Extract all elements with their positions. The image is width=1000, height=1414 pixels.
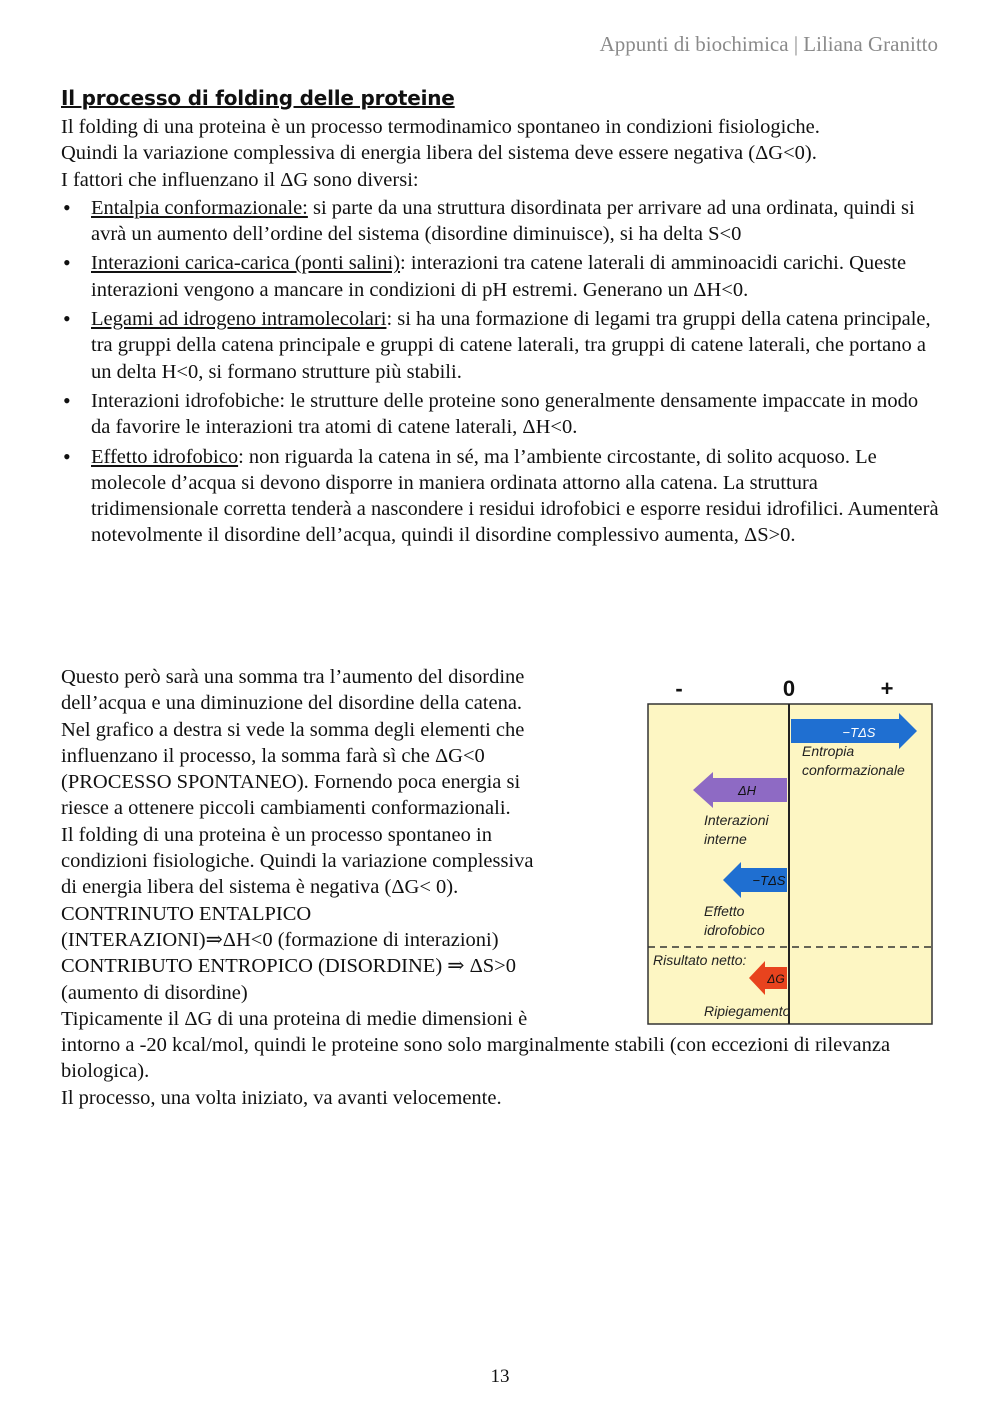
internal-label: Interazioni: [704, 812, 769, 828]
axis-plus-label: +: [880, 676, 894, 701]
axis-minus-label: -: [675, 676, 683, 701]
page-number: 13: [490, 1366, 510, 1387]
lower-line: (INTERAZIONI)⇒ΔH<0 (formazione di interazioni): [61, 928, 499, 951]
factor-text: : si ha una formazione di legami tra gruppi della catena principale, tra gruppi della catena principale e gruppi di catene laterali, tra gruppi di catene laterali, che portano a un delta H<0, si formano strutture più stabili.: [91, 308, 931, 383]
net-result-label: Risultato netto:: [653, 952, 747, 968]
factor-term: Legami ad idrogeno intramolecolari: [91, 308, 387, 331]
entropy-label: Entropia: [802, 743, 855, 759]
factor-item: [91, 306, 941, 385]
lower-line: CONTRINUTO ENTALPICO: [61, 902, 312, 925]
intro-block: [61, 114, 941, 552]
lower-line: CONTRIBUTO ENTROPICO (DISORDINE) ⇒ ΔS>0: [61, 955, 516, 978]
factor-term: Interazioni carica-carica (ponti salini): [91, 252, 401, 275]
factor-term: Entalpia conformazionale:: [91, 196, 308, 219]
internal-label: interne: [704, 831, 747, 847]
lower-line: (aumento di disordine): [61, 981, 248, 1004]
factor-item: [91, 195, 941, 248]
energy-diagram-svg: [645, 672, 935, 1028]
intro-line: Quindi la variazione complessiva di energia libera del sistema deve essere negativa (ΔG<0).: [61, 142, 817, 165]
lower-line: Nel grafico a destra si vede la somma degli elementi che: [61, 718, 525, 741]
lower-line: influenzano il processo, la somma farà sì che ΔG<0: [61, 744, 485, 767]
factor-text: si parte da una struttura disordinata per arrivare ad una ordinata, quindi si avrà un aumento dell’ordine del sistema (disordine diminuisce), si ha delta S<0: [91, 196, 915, 246]
lower-line: (PROCESSO SPONTANEO). Fornendo poca energia si: [61, 771, 521, 794]
lower-line: Tipicamente il ΔG di una proteina di medie dimensioni è: [61, 1007, 528, 1030]
section-title: Il processo di folding delle proteine: [61, 86, 455, 110]
hydrophobic-label: Effetto: [704, 903, 745, 919]
factor-item: [91, 444, 941, 549]
lower-line: condizioni fisiologiche. Quindi la variazione complessiva: [61, 850, 534, 873]
intro-line: Il folding di una proteina è un processo termodinamico spontaneo in condizioni fisiologiche.: [61, 116, 820, 138]
factor-text: : non riguarda la catena in sé, ma l’ambiente circostante, di solito acquoso. Le molecole d’acqua si devono disporre in maniera ordinata attorno alla catena. La struttura tridimensionale corretta tenderà a nascondere i residui idrofobici e esporre residui idrofilici. Aumenterà notevolmente il disordine dell’acqua, quindi il disordine complessivo aumenta, ΔS>0.: [91, 445, 939, 547]
closing-line: intorno a -20 kcal/mol, quindi le proteine sono solo marginalmente stabili (con eccezioni di rilevanza biologica).: [61, 1034, 891, 1083]
lower-line: dell’acqua e una diminuzione del disordine della catena.: [61, 692, 523, 715]
factor-text: : interazioni tra catene laterali di amminoacidi carichi. Queste interazioni vengono a mancare in condizioni di pH estremi. Generano un ΔH<0.: [91, 252, 907, 301]
lower-line: riesce a ottenere piccoli cambiamenti conformazionali.: [61, 797, 511, 820]
lower-text: [61, 664, 606, 1032]
folding-label: Ripiegamento: [704, 1003, 791, 1019]
hydrophobic-arrow-label: −TΔS: [752, 873, 786, 888]
axis-zero-label: 0: [782, 676, 796, 701]
closing-line: Il processo, una volta iniziato, va avanti velocemente.: [61, 1086, 502, 1109]
factor-term: Interazioni idrofobiche: [91, 389, 280, 412]
lower-line: Il folding di una proteina è un processo spontaneo in: [61, 823, 492, 846]
entropy-arrow-label: −TΔS: [842, 725, 876, 740]
intro-line: I fattori che influenzano il ΔG sono diversi:: [61, 168, 419, 191]
page-header: Appunti di biochimica | Liliana Granitto: [599, 32, 938, 56]
factors-list: [61, 195, 941, 549]
closing-text: [61, 1032, 941, 1111]
lower-line: Questo però sarà una somma tra l’aumento del disordine: [61, 666, 525, 688]
factor-text: : le strutture delle proteine sono generalmente densamente impaccate in modo da favorire le interazioni tra atomi di catene laterali, ΔH<0.: [91, 389, 919, 439]
lower-line: di energia libera del sistema è negativa (ΔG< 0).: [61, 876, 459, 899]
factor-term: Effetto idrofobico: [91, 445, 239, 468]
hydrophobic-label: idrofobico: [704, 922, 765, 938]
factor-item: [91, 250, 941, 303]
factor-item: [91, 388, 941, 441]
entropy-label: conformazionale: [802, 762, 905, 778]
free-energy-arrow-label: ΔG: [767, 972, 785, 986]
enthalpy-arrow-label: ΔH: [737, 783, 757, 798]
energy-diagram: [645, 672, 935, 1028]
